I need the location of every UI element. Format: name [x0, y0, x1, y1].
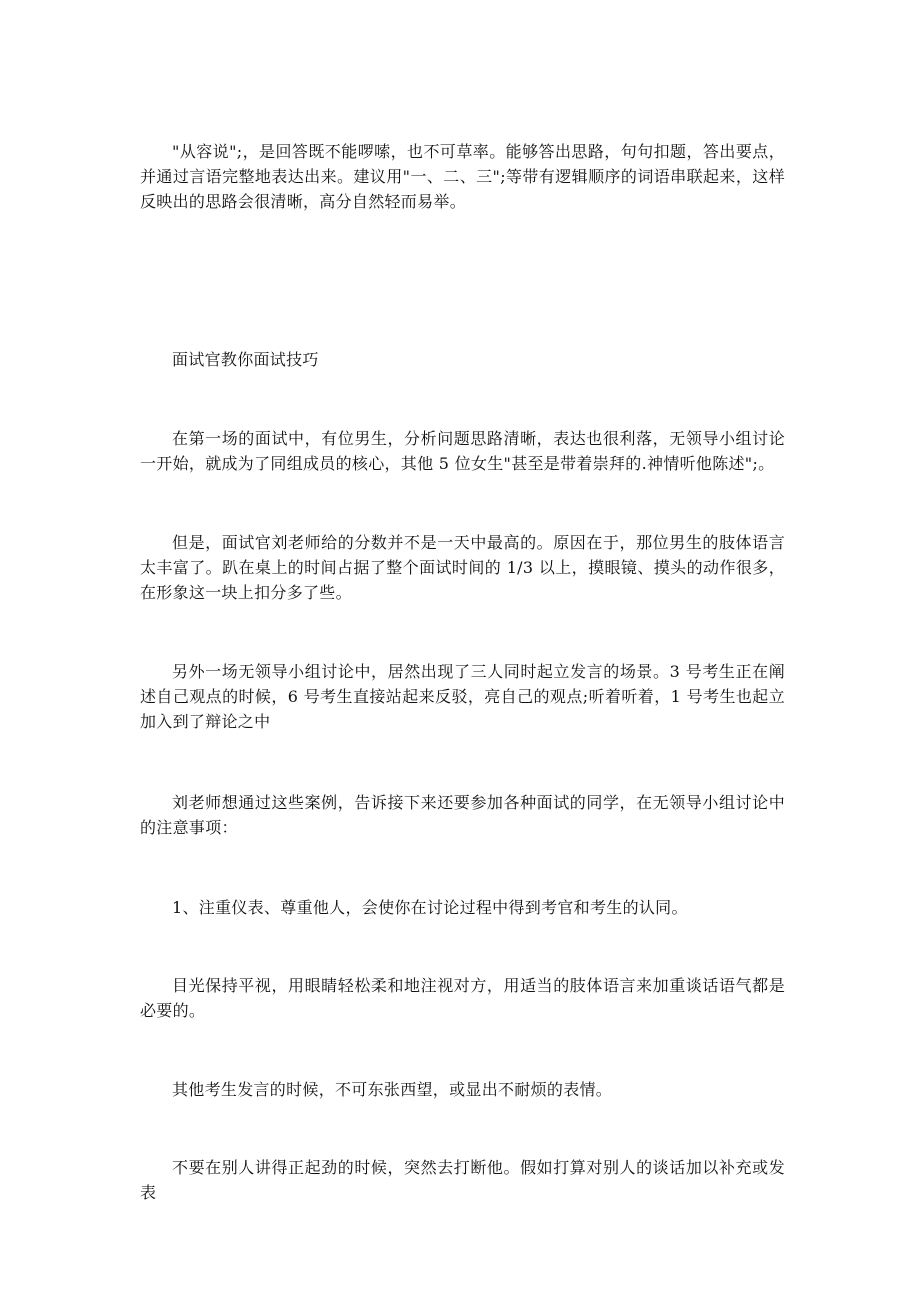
paragraph-no-interrupt: 不要在别人讲得正起劲的时候，突然去打断他。假如打算对别人的谈话加以补充或发表: [140, 1158, 785, 1202]
paragraph-point-1: 1、注重仪表、尊重他人，会使你在讨论过程中得到考官和考生的认同。: [172, 898, 688, 917]
paragraph-listening: 其他考生发言的时候，不可东张西望，或显出不耐烦的表情。: [172, 1080, 613, 1099]
paragraph-answer-tips: "从容说";，是回答既不能啰嗦，也不可草率。能够答出思路，句句扣题，答出要点，并通过言语完整地表达出来。建议用"一、二、三";等带有逻辑顺序的词语串联起来，这样反映出的思路会很清晰，高分自然轻而易举。: [140, 142, 785, 211]
paragraph-eye-contact: 目光保持平视，用眼睛轻松柔和地注视对方，用适当的肢体语言来加重谈话语气都是必要的。: [140, 976, 785, 1020]
paragraph-score-reason: 但是，面试官刘老师给的分数并不是一天中最高的。原因在于，那位男生的肢体语言太丰富了。趴在桌上的时间占据了整个面试时间的 1/3 以上，摸眼镜、摸头的动作很多，在形象这一块上扣分多了些。: [140, 533, 785, 602]
paragraph-another-discussion: 另外一场无领导小组讨论中，居然出现了三人同时起立发言的场景。3 号考生正在阐述自己观点的时候，6 号考生直接站起来反驳，亮自己的观点;听着听着，1 号考生也起立加入到了辩论之中: [140, 662, 785, 731]
paragraph-teacher-advice: 刘老师想通过这些案例，告诉接下来还要参加各种面试的同学，在无领导小组讨论中的注意事项：: [140, 793, 785, 837]
paragraph-first-interview: 在第一场的面试中，有位男生，分析问题思路清晰，表达也很利落，无领导小组讨论一开始，就成为了同组成员的核心，其他 5 位女生"甚至是带着崇拜的.神情听他陈述";。: [140, 429, 785, 473]
section-heading: 面试官教你面试技巧: [172, 350, 319, 369]
